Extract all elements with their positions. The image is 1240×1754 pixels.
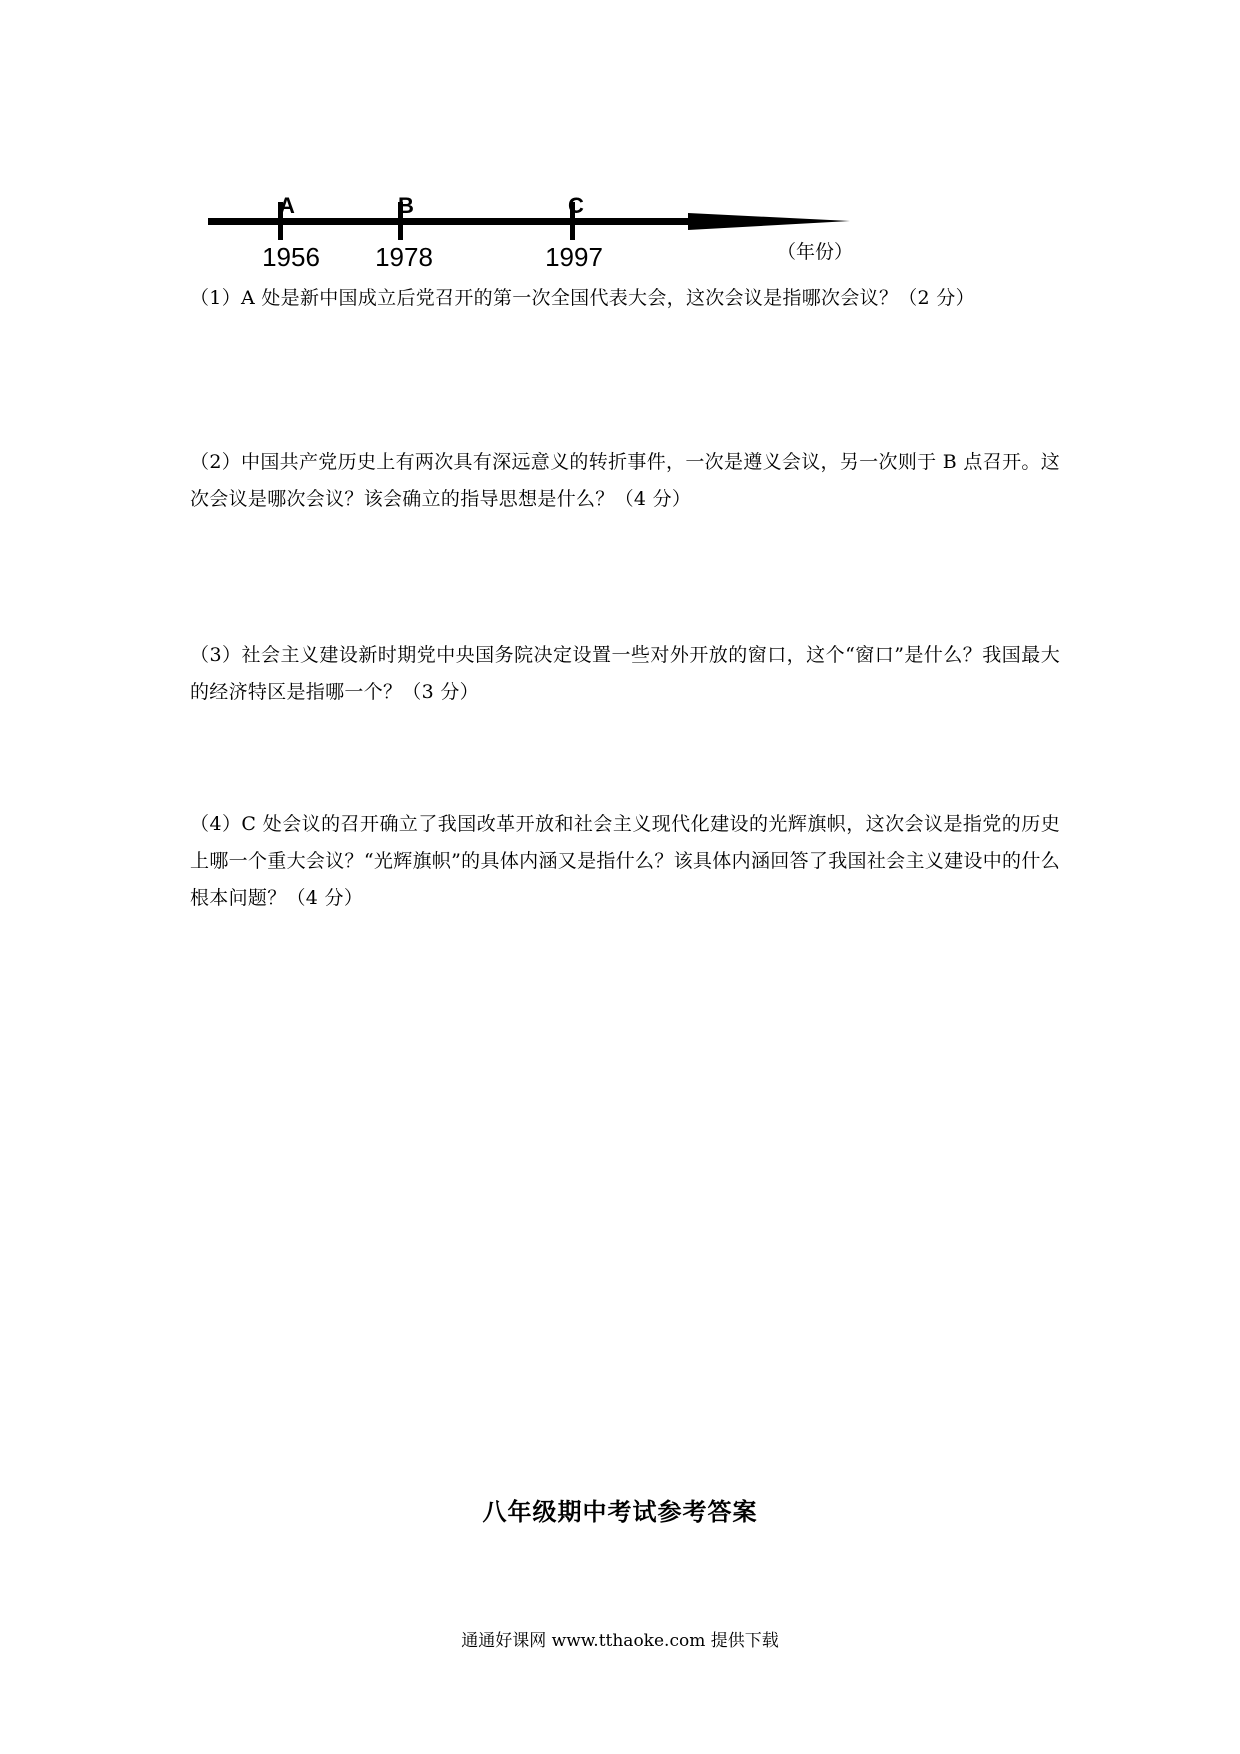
timeline-letter-b: B [398,193,414,218]
question-3: （3）社会主义建设新时期党中央国务院决定设置一些对外开放的窗口，这个“窗口”是什么？我国最大的经济特区是指哪一个？（3 分） [190,644,1060,703]
timeline-letter-a: A [279,193,295,218]
question-4: （4）C 处会议的召开确立了我国改革开放和社会主义现代化建设的光辉旗帜，这次会议是指党的历史上哪一个重大会议？“光辉旗帜”的具体内涵又是指什么？该具体内涵回答了我国社会主义建设中的什么根本问题？（4 分） [190,813,1060,909]
timeline-axis [200,180,900,280]
timeline [200,180,900,280]
timeline-year-1997: 1997 [545,242,603,272]
timeline-arrow [688,213,850,230]
question-1: （1）A 处是新中国成立后党召开的第一次全国代表大会，这次会议是指哪次会议？（2 分） [190,287,975,309]
footer-source: 通通好课网 www.tthaoke.com 提供下载 [461,1631,779,1651]
timeline-letter-c: C [568,193,584,218]
timeline-year-1978: 1978 [375,242,433,272]
question-2: （2）中国共产党历史上有两次具有深远意义的转折事件，一次是遵义会议，另一次则于 B 点召开。这次会议是哪次会议？该会确立的指导思想是什么？（4 分） [190,451,1060,510]
timeline-unit-label: （年份） [776,241,854,263]
timeline-year-1956: 1956 [262,242,320,272]
answer-section-title: 八年级期中考试参考答案 [482,1498,758,1526]
